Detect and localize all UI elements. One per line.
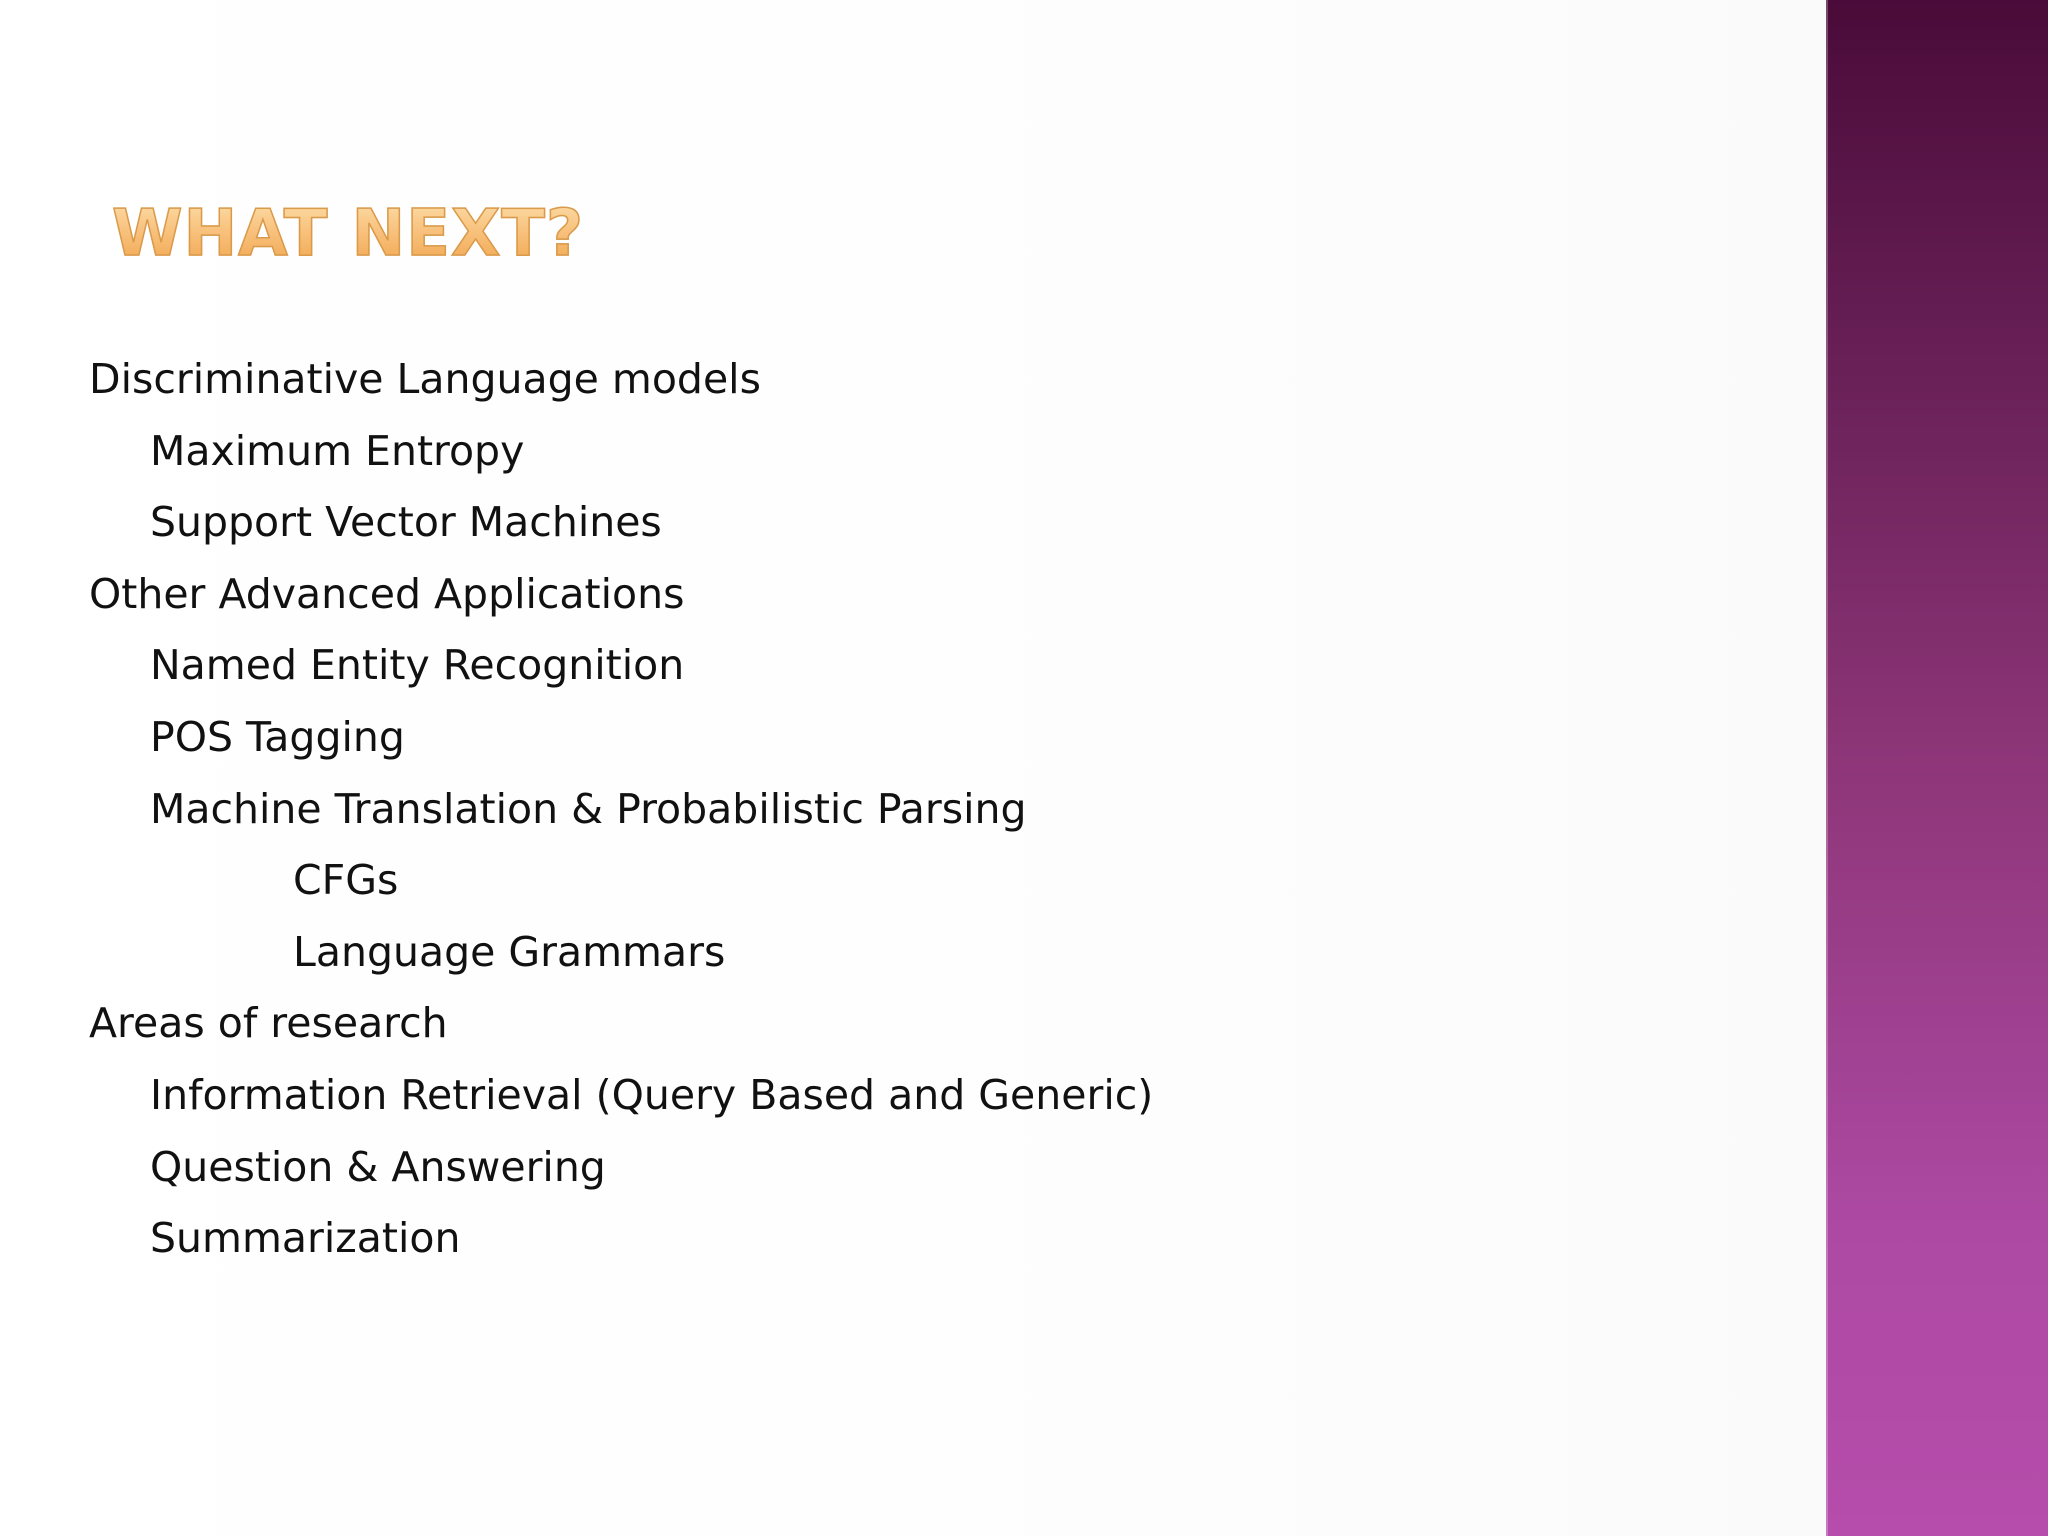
slide-title: WHAT NEXT? — [112, 197, 585, 271]
bullet-item: Discriminative Language models — [89, 355, 761, 403]
bullet-item: POS Tagging — [150, 712, 405, 761]
bullet-item: Named Entity Recognition — [150, 641, 685, 690]
bullet-item: Support Vector Machines — [150, 498, 662, 547]
bullet-item: Question & Answering — [150, 1142, 606, 1191]
decorative-side-band — [1826, 0, 2048, 1536]
bullet-item: Summarization — [150, 1214, 461, 1263]
bullet-item: Other Advanced Applications — [89, 569, 685, 618]
bullet-item: Areas of research — [89, 999, 448, 1048]
bullet-item: Machine Translation & Probabilistic Parsing — [150, 784, 1027, 833]
bullet-item: Maximum Entropy — [150, 426, 525, 475]
bullet-item: Language Grammars — [293, 927, 726, 976]
bullet-item: CFGs — [293, 856, 399, 905]
bullet-item: Information Retrieval (Query Based and Generic) — [150, 1070, 1154, 1119]
bullet-list — [0, 344, 1153, 1275]
